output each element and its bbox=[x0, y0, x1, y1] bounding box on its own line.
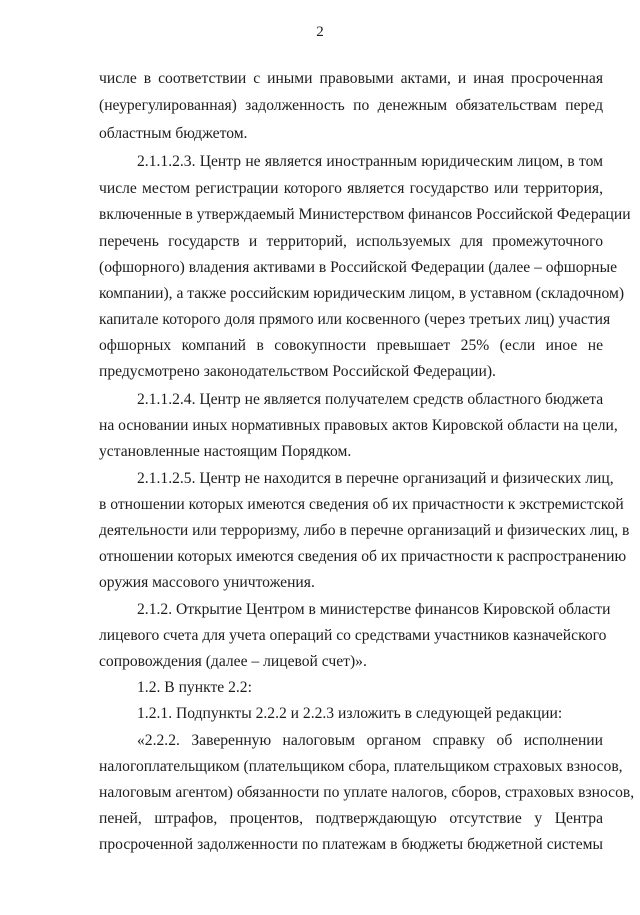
text-line: просроченной задолженности по платежам в бюджеты бюджетной системы bbox=[99, 836, 603, 853]
text-line: 1.2. В пункте 2.2: bbox=[137, 679, 252, 696]
text-line: 2.1.1.2.3. Центр не является иностранным юридическим лицом, в том bbox=[137, 153, 603, 170]
text-line: сопровождения (далее – лицевой счет)». bbox=[99, 653, 367, 670]
text-line: отношении которых имеются сведения об их причастности к распространению bbox=[99, 548, 627, 565]
text-line: «2.2.2. Заверенную налоговым органом справку об исполнении bbox=[137, 732, 603, 749]
text-line: деятельности или терроризму, либо в перечне организаций и физических лиц, в bbox=[99, 522, 630, 539]
text-line: (офшорного) владения активами в Российской Федерации (далее – офшорные bbox=[99, 259, 618, 276]
text-line: (неурегулированная) задолженность по денежным обязательствам перед bbox=[99, 97, 603, 114]
text-line: 2.1.2. Открытие Центром в министерстве финансов Кировской области bbox=[137, 601, 611, 618]
text-line: 1.2.1. Подпункты 2.2.2 и 2.2.3 изложить в следующей редакции: bbox=[137, 705, 563, 722]
text-line: числе в соответствии с иными правовыми актами, и иная просроченная bbox=[99, 70, 603, 87]
text-line: установленные настоящим Порядком. bbox=[99, 443, 352, 460]
text-line: капитале которого доля прямого или косвенного (через третьих лиц) участия bbox=[99, 311, 611, 328]
text-line: включенные в утверждаемый Министерством финансов Российской Федерации bbox=[99, 206, 631, 223]
text-line: налогоплательщиком (плательщиком сбора, плательщиком страховых взносов, bbox=[99, 758, 623, 775]
text-line: числе местом регистрации которого является государство или территория, bbox=[99, 180, 603, 197]
text-line: офшорных компаний в совокупности превышает 25% (если иное не bbox=[99, 337, 603, 354]
text-line: областным бюджетом. bbox=[99, 125, 248, 142]
text-line: 2.1.1.2.5. Центр не находится в перечне организаций и физических лиц, bbox=[137, 470, 614, 487]
text-line: оружия массового уничтожения. bbox=[99, 574, 315, 591]
text-line: 2.1.1.2.4. Центр не является получателем средств областного бюджета bbox=[137, 391, 604, 408]
text-line: перечень государств и территорий, используемых для промежуточного bbox=[99, 233, 603, 250]
text-line: предусмотрено законодательством Российской Федерации). bbox=[99, 363, 496, 380]
text-line: на основании иных нормативных правовых актов Кировской области на цели, bbox=[99, 417, 618, 434]
text-line: в отношении которых имеются сведения об их причастности к экстремистской bbox=[99, 496, 624, 513]
text-line: лицевого счета для учета операций со средствами участников казначейского bbox=[99, 627, 607, 644]
page-number: 2 bbox=[316, 24, 324, 40]
text-line: компании), а также российским юридическим лицом, в уставном (складочном) bbox=[99, 285, 625, 302]
text-line: пеней, штрафов, процентов, подтверждающую отсутствие у Центра bbox=[99, 810, 603, 827]
text-line: налоговым агентом) обязанности по уплате налогов, сборов, страховых взносов, bbox=[99, 784, 635, 801]
